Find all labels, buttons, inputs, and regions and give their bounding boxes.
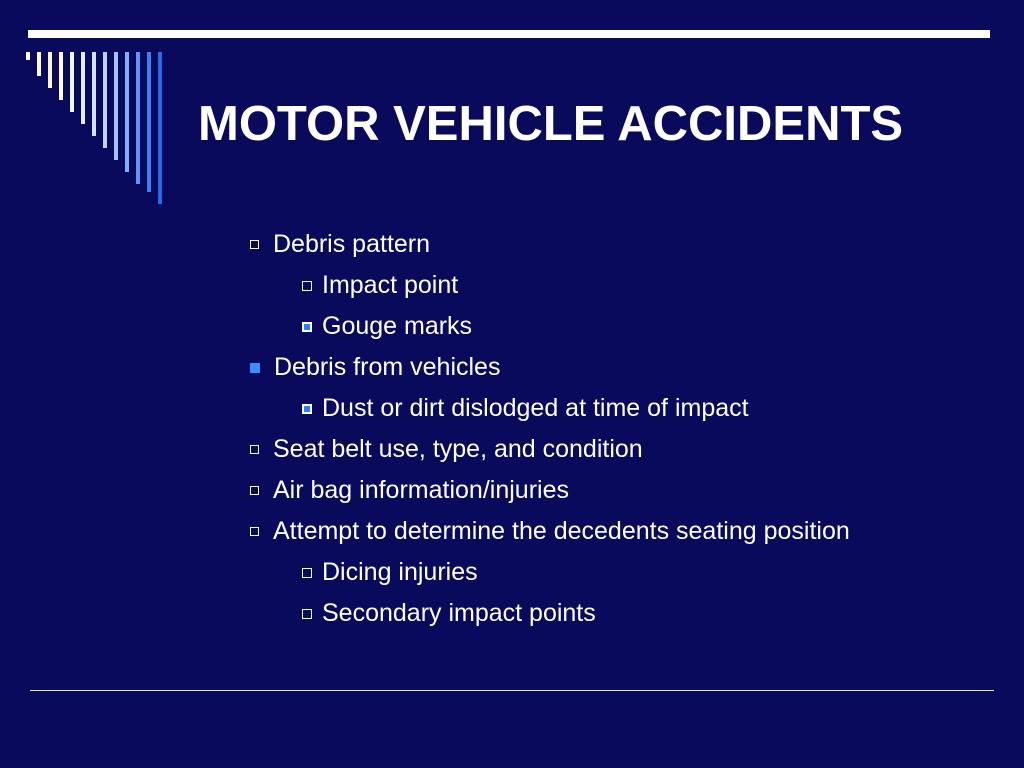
bullet-text: Secondary impact points	[322, 599, 596, 627]
bullet-item	[302, 558, 478, 587]
bullet-text: Dust or dirt dislodged at time of impact	[322, 394, 749, 422]
bullet-item	[302, 599, 596, 628]
hollow-square-bullet-icon	[250, 445, 259, 454]
deco-bar	[70, 52, 74, 112]
deco-bar	[37, 52, 41, 76]
deco-bar	[26, 52, 30, 60]
bullet-text: Gouge marks	[322, 312, 473, 340]
bullet-text: Attempt to determine the decedents seating position	[273, 517, 850, 545]
deco-bar	[48, 52, 52, 88]
bullet-item	[302, 271, 458, 300]
bullet-text: Dicing injuries	[322, 558, 478, 586]
deco-bar	[158, 52, 162, 204]
hollow-square-bullet-icon	[302, 281, 312, 291]
deco-bar	[103, 52, 107, 148]
decorative-bars	[0, 0, 180, 220]
bullet-item	[250, 230, 430, 259]
bullet-item	[250, 476, 569, 505]
bullet-text: Debris pattern	[273, 230, 431, 258]
bullet-item	[302, 312, 472, 341]
solid-blue-square-bullet-icon	[250, 363, 260, 373]
deco-bar	[136, 52, 140, 184]
bottom-rule	[30, 690, 994, 691]
bullet-item	[302, 394, 749, 423]
blue-square-bullet-icon	[302, 322, 312, 332]
bullet-item	[250, 517, 850, 546]
bullet-item	[250, 353, 500, 382]
slide-title: MOTOR VEHICLE ACCIDENTS	[198, 97, 904, 151]
deco-bar	[92, 52, 96, 136]
deco-bar	[147, 52, 151, 192]
deco-bar	[59, 52, 63, 100]
bullet-text: Impact point	[322, 271, 459, 299]
blue-square-bullet-icon	[302, 404, 312, 414]
bullet-item	[250, 435, 643, 464]
hollow-square-bullet-icon	[250, 486, 259, 495]
bullet-text: Debris from vehicles	[274, 353, 501, 381]
bullet-text: Seat belt use, type, and condition	[273, 435, 643, 463]
bullet-text: Air bag information/injuries	[273, 476, 569, 504]
hollow-square-bullet-icon	[302, 609, 312, 619]
deco-bar	[81, 52, 85, 124]
deco-bar	[114, 52, 118, 160]
hollow-square-bullet-icon	[250, 527, 259, 536]
deco-bar	[125, 52, 129, 172]
hollow-square-bullet-icon	[250, 240, 259, 249]
hollow-square-bullet-icon	[302, 568, 312, 578]
